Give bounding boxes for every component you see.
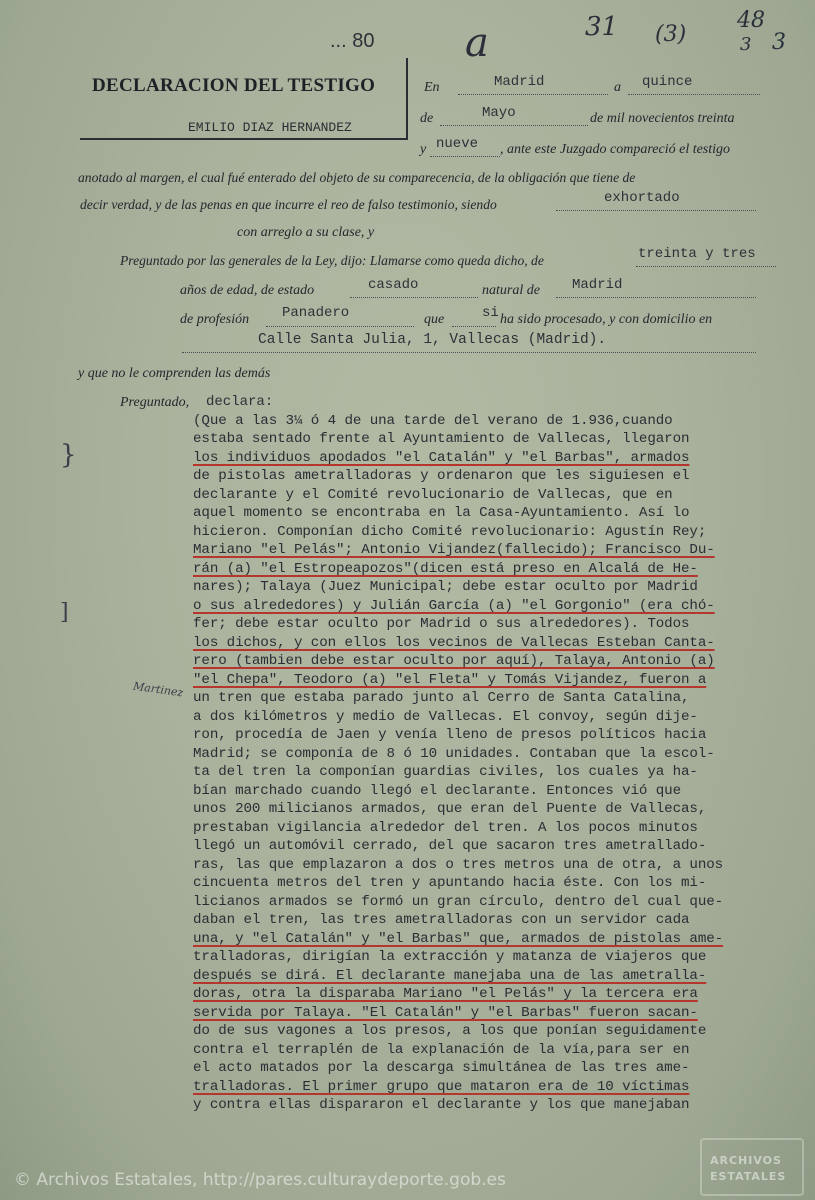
body-line: fer; debe estar oculto por Madrid o sus alrededores). Todos xyxy=(193,616,690,632)
form-marital: casado xyxy=(368,277,419,293)
form-address: Calle Santa Julia, 1, Vallecas (Madrid). xyxy=(258,332,607,348)
body-line: declarante y el Comité revolucionario de Vallecas, que en xyxy=(193,487,673,503)
body-line: rero (tambien debe estar oculto por aquí), Talaya, Antonio (a) xyxy=(193,653,715,669)
body-line: a dos kilómetros y medio de Vallecas. El convoy, según dije- xyxy=(193,709,698,725)
body-line: "el Chepa", Teodoro (a) "el Fleta" y Tomás Vijandez, fueron a xyxy=(193,672,707,688)
form-birthplace-line xyxy=(556,297,756,298)
body-line: aquel momento se encontraba en la Casa-Ayuntamiento. Así lo xyxy=(193,505,690,521)
body-line: tralladoras, dirigían la extracción y matanza de viajeros que xyxy=(193,949,707,965)
form-line7b: natural de xyxy=(482,283,540,298)
header-hand-letter: a xyxy=(465,20,489,66)
form-processed-line xyxy=(452,326,496,327)
form-line4: decir verdad, y de las penas en que incurre el reo de falso testimonio, siendo xyxy=(80,197,497,212)
folio-paren: (3) xyxy=(655,22,687,47)
body-line: unos 200 milicianos armados, que eran del Puente de Vallecas, xyxy=(193,801,707,817)
form-de: de xyxy=(420,111,434,126)
form-place-line xyxy=(458,94,608,95)
form-line8b: que xyxy=(424,312,445,327)
form-month-line xyxy=(440,125,588,126)
body-line: un tren que estaba parado junto al Cerro de Santa Catalina, xyxy=(193,690,690,706)
form-day-line xyxy=(628,94,760,95)
body-line: prestaban vigilancia alrededor del tren. A los pocos minutos xyxy=(193,820,698,836)
form-line7a: años de edad, de estado xyxy=(180,283,315,298)
form-line3: anotado al margen, el cual fué enterado del objeto de su comparecencia, de la obligación que tiene de xyxy=(78,170,636,185)
form-line5: con arreglo a su clase, y xyxy=(237,225,375,240)
body-line: después se dirá. El declarante manejaba una de las ametralla- xyxy=(193,968,707,984)
body-line: Madrid; se componía de 8 ó 10 unidades. Contaban que la escol- xyxy=(193,746,715,762)
form-birthplace: Madrid xyxy=(572,277,623,293)
form-line8c: ha sido procesado, y con domicilio en xyxy=(500,312,713,327)
folio-number: 31 xyxy=(585,12,619,42)
form-year-line xyxy=(430,156,500,157)
form-a: a xyxy=(614,80,621,95)
form-declara: declara: xyxy=(206,394,274,410)
form-line11: Preguntado, xyxy=(120,395,190,410)
form-en: En xyxy=(424,80,440,95)
body-line: Mariano "el Pelás"; Antonio Vijandez(fallecido); Francisco Du- xyxy=(193,542,715,558)
body-line: y contra ellas dispararon el declarante y los que manejaban xyxy=(193,1097,690,1113)
form-address-line xyxy=(182,352,756,353)
header-number: ... 80 xyxy=(330,30,375,52)
body-line: o sus alrededores) y Julián García (a) "el Gorgonio" (era chó- xyxy=(193,598,715,614)
margin-brace-1: } xyxy=(60,440,77,470)
body-line: do de sus vagones a los presos, a los que ponían seguidamente xyxy=(193,1023,707,1039)
folio-top: 48 xyxy=(737,8,765,33)
form-profession-line xyxy=(266,326,414,327)
form-month: Mayo xyxy=(482,105,516,121)
body-line: nares); Talaya (Juez Municipal; debe estar oculto por Madrid xyxy=(193,579,698,595)
body-line: los dichos, y con ellos los vecinos de Vallecas Esteban Canta- xyxy=(193,635,715,651)
body-line: tralladoras. El primer grupo que mataron era de 10 víctimas xyxy=(193,1079,690,1095)
margin-brace-2: ] xyxy=(60,600,69,625)
body-line: doras, otra la disparaba Mariano "el Pelás" y la tercera era xyxy=(193,986,698,1002)
form-y: y xyxy=(420,142,427,157)
body-line: de pistolas ametralladoras y ordenaron que les siguiesen el xyxy=(193,468,690,484)
form-oath: exhortado xyxy=(604,190,680,206)
body-line: (Que a las 3¼ ó 4 de una tarde del verano de 1.936,cuando xyxy=(193,413,673,429)
body-line: ron, procedía de Jaen y venía lleno de presos políticos hacia xyxy=(193,727,707,743)
page-title: DECLARACION DEL TESTIGO xyxy=(92,75,376,96)
form-line10: y que no le comprenden las demás xyxy=(78,366,271,381)
watermark-logo-line: ARCHIVOS xyxy=(710,1154,782,1167)
form-line8a: de profesión xyxy=(180,312,250,327)
body-line: ras, las que emplazaron a dos o tres metros una de otra, a unos xyxy=(193,857,724,873)
folio-three: 3 xyxy=(772,30,786,55)
form-line2-rest: , ante este Juzgado compareció el testigo xyxy=(500,142,731,157)
body-line: ta del tren la componían guardias civiles, los cuales ya ha- xyxy=(193,764,698,780)
body-line: llegó un automóvil cerrado, del que sacaron tres ametrallado- xyxy=(193,838,707,854)
witness-name: EMILIO DIAZ HERNANDEZ xyxy=(188,120,352,135)
body-line: cincuenta metros del tren y apuntando hacia éste. Con los mi- xyxy=(193,875,707,891)
watermark-text: © Archivos Estatales, http://pares.culturaydeporte.gob.es xyxy=(14,1170,506,1190)
body-line: daban el tren, las tres ametralladoras con un servidor cada xyxy=(193,912,690,928)
margin-note: Martinez xyxy=(132,679,185,700)
body-line: estaba sentado frente al Ayuntamiento de Vallecas, llegaron xyxy=(193,431,690,447)
folio-small: 3 xyxy=(740,34,752,55)
form-processed: si xyxy=(482,305,499,321)
body-line: el acto matados por la descarga simultánea de las tres ame- xyxy=(193,1060,690,1076)
form-profession: Panadero xyxy=(282,305,350,321)
body-line: los individuos apodados "el Catalán" y "el Barbas", armados xyxy=(193,450,690,466)
form-oath-line xyxy=(556,210,756,211)
body-line: rán (a) "el Estropeapozos"(dicen está preso en Alcalá de He- xyxy=(193,561,698,577)
watermark-logo xyxy=(700,1138,804,1196)
form-place: Madrid xyxy=(494,74,545,90)
watermark-logo-line: ESTATALES xyxy=(710,1170,787,1183)
form-year-text: de mil novecientos treinta xyxy=(590,111,735,126)
form-year-unit: nueve xyxy=(436,136,479,152)
body-line: bían marchado cuando llegó el declarante. Entonces vió que xyxy=(193,783,682,799)
form-day: quince xyxy=(642,74,693,90)
body-line: servida por Talaya. "El Catalán" y "el Barbas" fueron sacan- xyxy=(193,1005,698,1021)
form-line6: Preguntado por las generales de la Ley, dijo: Llamarse como queda dicho, de xyxy=(120,253,544,268)
form-age: treinta y tres xyxy=(638,246,756,262)
body-line: hicieron. Componían dicho Comité revolucionario: Agustín Rey; xyxy=(193,524,707,540)
body-line: licianos armados se formó un gran círculo, dentro del cual que- xyxy=(193,894,724,910)
body-line: una, y "el Catalán" y "el Barbas" que, armados de pistolas ame- xyxy=(193,931,724,947)
form-marital-line xyxy=(350,297,478,298)
form-age-line xyxy=(636,266,776,267)
body-line: contra el terraplén de la explanación de la vía,para ser en xyxy=(193,1042,690,1058)
